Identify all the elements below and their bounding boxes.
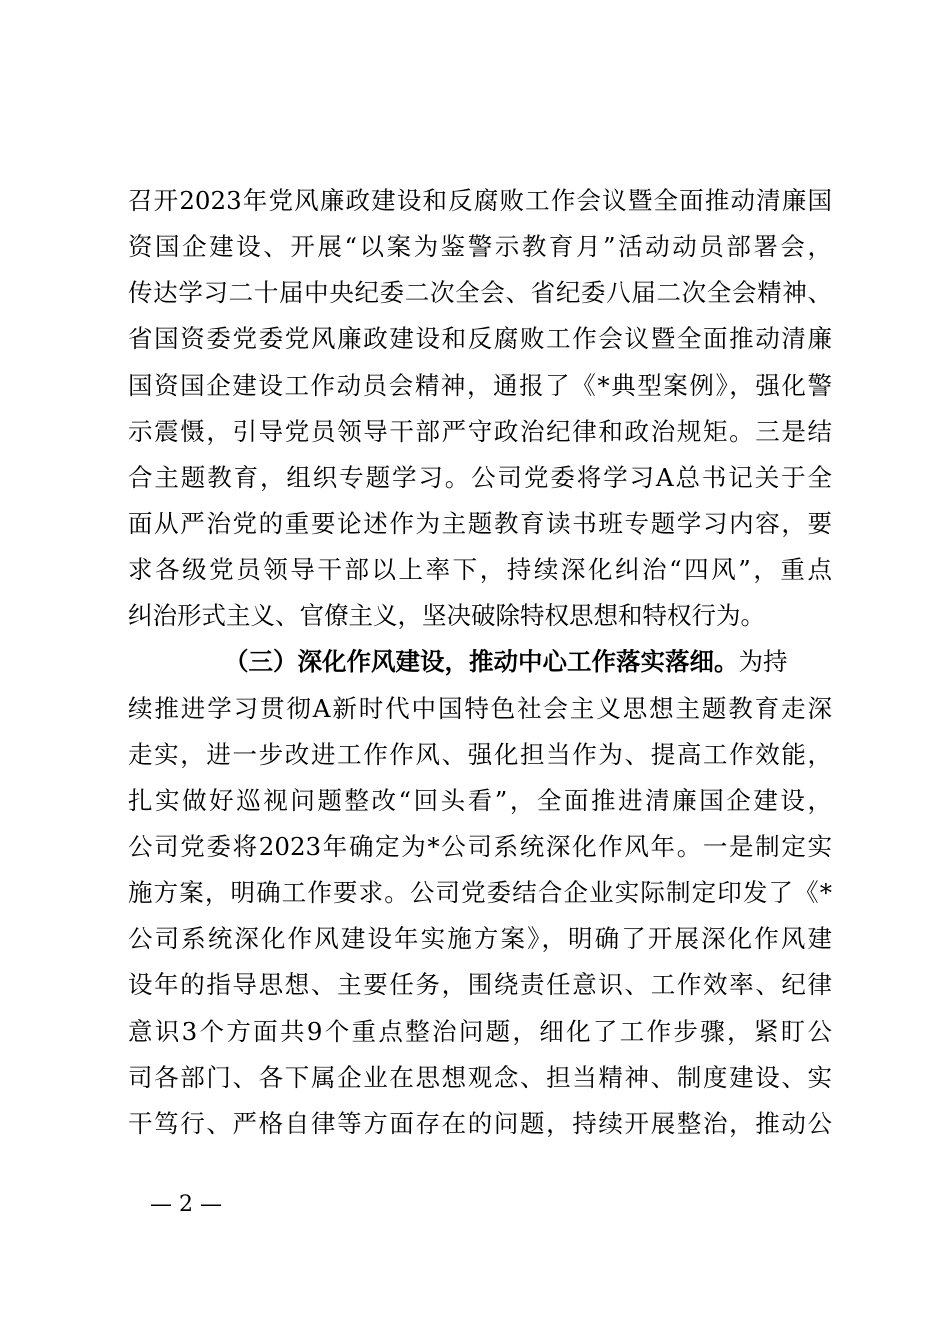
text-line: 司各部门、各下属企业在思想观念、担当精神、制度建设、实 (128, 1062, 832, 1092)
text-line: 设年的指导思想、主要任务，围绕责任意识、工作效率、纪律 (128, 970, 832, 1000)
text-line: 意识3个方面共9个重点整治问题，细化了工作步骤，紧盯公 (128, 1016, 832, 1046)
section-heading-line (128, 639, 832, 685)
text-line: 求各级党员领导干部以上率下，持续深化纠治“四风”，重点 (128, 555, 832, 585)
text-line: 干笃行、严格自律等方面存在的问题，持续开展整治，推动公 (128, 1108, 832, 1138)
body-text (128, 178, 832, 1147)
text-line: 示震慑，引导党员领导干部严守政治纪律和政治规矩。三是结 (128, 416, 832, 446)
section-heading-tail: 为持 (738, 647, 788, 677)
section-heading: （三）深化作风建设，推动中心工作落实落细。 (224, 647, 739, 677)
text-line: 续推进学习贯彻A新时代中国特色社会主义思想主题教育走深 (128, 693, 832, 723)
text-line: 面从严治党的重要论述作为主题教育读书班专题学习内容，要 (128, 508, 832, 538)
text-line: 公司系统深化作风建设年实施方案》，明确了开展深化作风建 (128, 924, 832, 954)
page-number: — 2 — (150, 1192, 222, 1217)
text-line: 资国企建设、开展“以案为鉴警示教育月”活动动员部署会， (128, 232, 832, 262)
text-line: 纠治形式主义、官僚主义，坚决破除特权思想和特权行为。 (128, 601, 765, 631)
text-line: 扎实做好巡视问题整改“回头看”，全面推进清廉国企建设， (128, 785, 832, 815)
text-line: 省国资委党委党风廉政建设和反腐败工作会议暨全面推动清廉 (128, 324, 832, 354)
text-line: 国资国企建设工作动员会精神，通报了《*典型案例》，强化警 (128, 370, 832, 400)
text-line: 走实，进一步改进工作作风、强化担当作为、提高工作效能， (128, 739, 832, 769)
text-line: 施方案，明确工作要求。公司党委结合企业实际制定印发了《* (128, 878, 832, 908)
text-line: 公司党委将2023年确定为*公司系统深化作风年。一是制定实 (128, 831, 832, 861)
text-line: 合主题教育，组织专题学习。公司党委将学习A总书记关于全 (128, 462, 832, 492)
text-line: 传达学习二十届中央纪委二次全会、省纪委八届二次全会精神、 (128, 278, 832, 308)
text-line: 召开2023年党风廉政建设和反腐败工作会议暨全面推动清廉国 (128, 186, 832, 215)
